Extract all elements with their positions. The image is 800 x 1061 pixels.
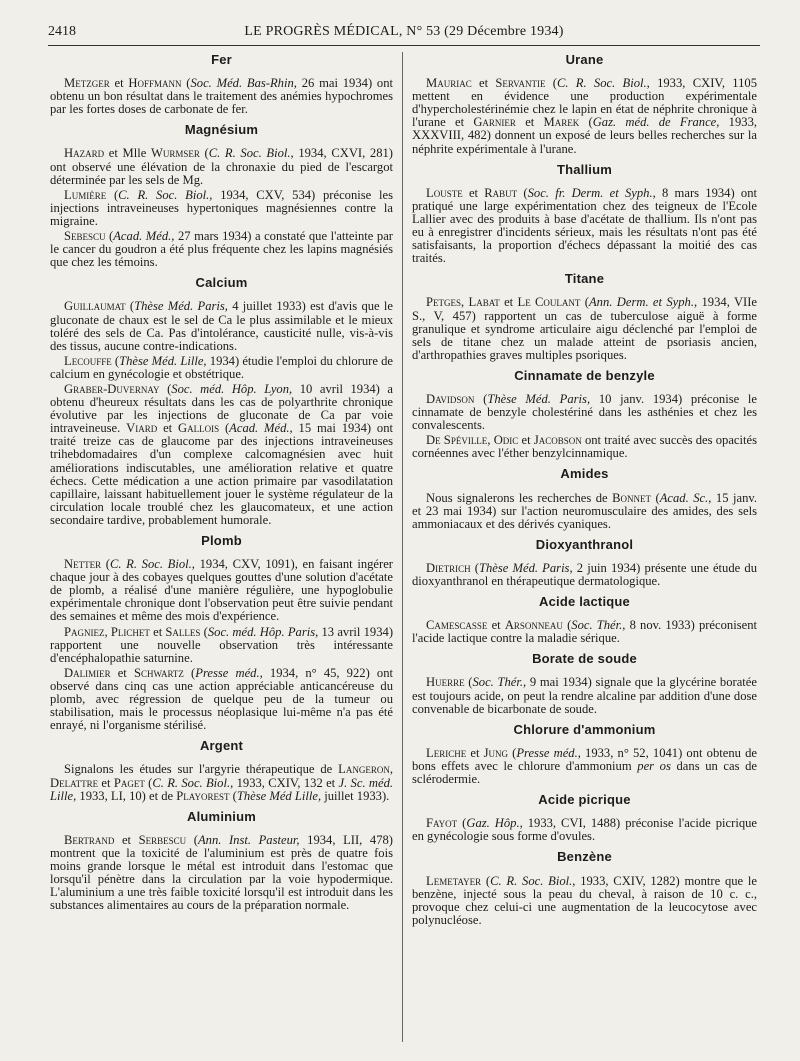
body-text: dans un cas de sclérodermie. [412, 758, 757, 787]
paragraph [412, 817, 757, 843]
body-text: et [110, 665, 134, 680]
section-heading: Magnésium [184, 122, 259, 138]
section-heading: Acide lactique [539, 594, 630, 610]
body-text: 8 mars 1934) ont pratiqué une large expérimentation chez des teigneux de l'Ecole Lallier avec des produits à base d'acétate de thallium. Ils n'ont pas eu à enregistrer d'incidents sérieux, mais les résultats n'ont pas été satisfaisants, la proportion d'échecs dépassant la moitié des cas traités. [412, 185, 757, 266]
citation-source: Acad. Sc., [659, 490, 712, 505]
left-column [50, 53, 393, 914]
body-text: ( [580, 295, 589, 310]
body-text: ( [508, 745, 517, 760]
paragraph [412, 875, 757, 927]
citation-source: Thèse Méd Lille, [236, 788, 322, 803]
citation-source: Ann. Inst. Pasteur, [197, 832, 300, 847]
body-text: et [109, 76, 129, 91]
author-name: Jacobson [533, 433, 582, 448]
body-text: 26 mai 1934) ont obtenu un bon résultat dans le traitement des anémies hypochromes par les fortes doses de carbonate de fer. [50, 76, 394, 117]
body-text: ( [159, 381, 172, 396]
section-heading: Aluminium [187, 808, 256, 824]
paragraph [412, 77, 757, 156]
body-text: 4 juillet 1933) est d'avis que le gluconate de chaux est le sel de Ca le plus assimilable et le mieux toléré des sels de Ca. Pas d'intolérance, causticité nulle, vis-à-vis des tissus, aucune contre-indications. [50, 299, 393, 353]
author-name: Gallois [178, 421, 220, 436]
citation-source: Ann. Derm. et Syph., [588, 295, 698, 310]
citation-source: Thèse Méd. Paris, [487, 391, 591, 406]
body-text: ( [105, 229, 114, 244]
author-name: Serbescu [138, 832, 187, 847]
author-name: Jung [483, 745, 508, 760]
author-name: Servantie [495, 76, 546, 91]
section-heading: Benzène [557, 849, 612, 865]
citation-source: Acad. Méd., [113, 229, 175, 244]
citation-source: Presse méd., [516, 745, 581, 760]
section-heading: Acide picrique [538, 792, 631, 808]
author-name: Marek [543, 115, 580, 130]
paragraph [50, 667, 393, 732]
body-text: ( [106, 187, 119, 202]
author-name: Pagniez [64, 624, 105, 639]
body-text: et [499, 295, 518, 310]
running-title: LE PROGRÈS MÉDICAL, N° 53 (29 Décembre 1934) [244, 24, 564, 39]
citation-source: Soc. méd. Hôp. Paris, [207, 624, 319, 639]
body-text: ( [181, 76, 191, 91]
paragraph [50, 626, 393, 665]
citation-source: Thèse Méd. Paris, [134, 299, 228, 314]
author-name: Sebescu [64, 229, 106, 244]
body-text: ( [183, 665, 196, 680]
paragraph [412, 187, 757, 266]
author-name: Garnier [473, 115, 516, 130]
author-name: Hoffmann [128, 76, 182, 91]
author-name: Plichet [110, 624, 150, 639]
body-text: ont traité avec succès des opacités cornéennes avec l'éther benzylcinnamique. [412, 433, 757, 461]
author-name: Petges [426, 295, 462, 310]
citation-source: Soc. Méd. Bas-Rhin, [190, 76, 297, 91]
section-heading: Chlorure d'ammonium [513, 721, 656, 737]
author-name: Dalimier [64, 665, 111, 680]
section-heading: Thallium [556, 161, 613, 177]
paragraph [50, 189, 393, 228]
citation-source: C. R. Soc. Biol., [109, 557, 195, 572]
author-name: Langeron [338, 762, 390, 777]
author-name: Lecouffe [64, 353, 112, 368]
author-name: Rabut [484, 185, 518, 200]
citation-source: J. Sc. méd. Lille, [50, 775, 394, 803]
body-text: 1934, VIIe S., V, 457) rapportent un cas de tuberculose aiguë à forme granulique et syndrome articulaire aigu déclenché par l'emploi de sels de titane chez un malade atteint de psoriasis ancien, d'arthropathies graves multiples psoriques. [412, 295, 758, 362]
body-text: ( [464, 675, 473, 690]
author-name: Fayot [426, 816, 458, 831]
section-heading: Cinnamate de benzyle [514, 367, 655, 383]
paragraph [50, 147, 393, 186]
paragraph [50, 763, 393, 802]
body-text: et [114, 832, 139, 847]
body-text: Signalons les études sur l'argyrie thérapeutique de [64, 762, 339, 777]
paragraph [412, 393, 757, 432]
author-name: Graber-Duvernay [64, 381, 160, 396]
body-text: et [149, 624, 166, 639]
paragraph [50, 300, 393, 352]
section-heading: Borate de soude [532, 651, 637, 667]
body-text: ( [144, 775, 153, 790]
body-text: , [487, 433, 494, 448]
citation-source: C. R. Soc. Biol., [490, 873, 576, 888]
body-text: et [487, 618, 505, 633]
paragraph [50, 558, 393, 623]
body-text: juillet 1933). [321, 788, 390, 803]
body-text: , [389, 762, 393, 777]
body-text: et [515, 115, 544, 130]
citation-source: C. R. Soc. Biol., [208, 146, 294, 161]
citation-source: Soc. Thér., [472, 675, 527, 690]
body-text: et Mlle [104, 146, 151, 161]
author-name: Le Coulant [517, 295, 581, 310]
paragraph [50, 355, 393, 381]
author-name: Playorest [176, 788, 230, 803]
citation-source: Soc. Thér., [571, 618, 626, 633]
paragraph [50, 383, 393, 527]
body-text: 13 avril 1934) rapportent une nouvelle observation très intéressante d'encéphalopathie saturnine. [50, 624, 394, 665]
citation-source: C. R. Soc. Biol., [152, 775, 234, 790]
body-text: et [471, 76, 496, 91]
body-text: ( [470, 560, 479, 575]
body-text: ( [474, 391, 488, 406]
author-name: Lumière [64, 187, 107, 202]
body-text: 1933, CXIV, 1282) montre que le benzène, injecté sous la peau du cheval, à raison de 10 c. c., provoque chez celui-ci une augmentation de la leucocytose avec polynucléose. [412, 873, 757, 927]
author-name: Davidson [426, 391, 475, 406]
author-name: Bertrand [64, 832, 115, 847]
author-name: Metzger [64, 76, 110, 91]
section-heading: Amides [560, 466, 609, 482]
citation-source: Soc. fr. Derm. et Syph., [527, 185, 656, 200]
author-name: Labat [468, 295, 500, 310]
citation-source: per os [637, 758, 671, 773]
citation-source: Gaz. Hôp., [466, 816, 523, 831]
body-text: 1933, CVI, 1488) préconise l'acide picrique en gynécologie sous forme d'ovules. [412, 816, 758, 844]
citation-source: Gaz. méd. de France, [592, 115, 720, 130]
author-name: Guillaumat [64, 299, 126, 314]
body-text: 15 janv. et 23 mai 1934) sur l'action neuromusculaire des amides, des sels ammoniacaux et des dérivés cyaniques. [412, 490, 758, 531]
body-text: et [157, 421, 179, 436]
body-text: ( [457, 816, 467, 831]
author-name: Odic [493, 433, 519, 448]
citation-source: C. R. Soc. Biol., [556, 76, 650, 91]
body-text: ( [219, 421, 230, 436]
body-text: et [466, 745, 484, 760]
body-text: 27 mars 1934) a constaté que l'atteinte par le cancer du goudron a été plus fréquente chez les lapins magnésiés que chez les témoins. [50, 229, 393, 270]
author-name: Salles [165, 624, 201, 639]
paragraph [50, 77, 393, 116]
section-heading: Urane [565, 52, 604, 67]
body-text: et [518, 433, 534, 448]
body-text: 1933, CXIV, 132 et [233, 775, 339, 790]
author-name: Bonnet [612, 490, 652, 505]
paragraph [412, 562, 757, 588]
paragraph [412, 747, 757, 786]
body-text: et [98, 775, 114, 790]
body-text: 1933, XXXVIII, 482) donnent un exposé de leurs belles recherches sur la néphrite expérimentale à l'urane. [412, 115, 758, 156]
body-text: 2 juin 1934) présente une étude du dioxyanthranol en thérapeutique dermatologique. [412, 560, 757, 588]
body-text: 1934, CXVI, 281) ont observé une élévation de la chronaxie du pied de l'escargot déterminée par les sels de Mg. [50, 146, 393, 187]
author-name: Schwartz [133, 665, 184, 680]
author-name: Dietrich [426, 560, 471, 575]
paragraph [412, 296, 757, 361]
body-text: 15 mai 1934) ont traité treize cas de glaucome par des injections intraveineuses trihebdomadaires d'un complexe calcomagnésien avec huit améliorations indiscutables, une amélioration relative et quatre échecs. Cette médication a une action primaire par vasodilatation capillaire, laissant habituellement jouer le système régulateur de la circulation locale troublé chez les glaucomateux, et une action secondaire tardive, probablement humorale. [50, 421, 394, 527]
body-text: ( [579, 115, 593, 130]
author-name: Hazard [64, 146, 105, 161]
body-text: 10 avril 1934) a obtenu d'heureux résultats dans les cas de polyarthrite chronique évolutive par les injections de gluconate de Ca par voie intraveineuse. [50, 381, 393, 436]
body-text: 10 janv. 1934) préconise le cinnamate de benzyle cholestériné dans les asthénies et chez les convalescents. [412, 391, 757, 433]
body-text: 1934, CXV, 1091), en faisant ingérer chaque jour à des cobayes quelques gouttes d'une solution d'acétate de plomb, a réalisé d'une manière régulière, une hypoglobulie expérimentale chronique dont l'observation peut être suivie pendant des semaines et même des mois d'expérience. [50, 557, 393, 624]
page-number: 2418 [48, 24, 76, 39]
body-text: 1934) étudie l'emploi du chlorure de calcium en gynécologie et obstétrique. [50, 353, 393, 381]
citation-source: Soc. méd. Hôp. Lyon, [171, 381, 293, 396]
citation-source: C. R. Soc. Biol., [118, 187, 213, 202]
author-name: Wurmser [150, 146, 200, 161]
body-text: ( [545, 76, 557, 91]
author-name: Camescasse [426, 618, 488, 633]
body-text: , [104, 624, 111, 639]
body-text: ( [562, 618, 572, 633]
body-text: ( [651, 490, 660, 505]
paragraph [412, 492, 757, 531]
author-name: Netter [64, 557, 102, 572]
author-name: Delattre [50, 775, 99, 790]
author-name: Viard [126, 421, 158, 436]
body-text: 1933, CXIV, 1105 mettent en évidence une production expérimentale d'hypercholestérinémie chez le lapin en état de néphrite chronique à l'urane et [412, 76, 758, 130]
citation-source: Presse méd., [195, 665, 263, 680]
section-heading: Plomb [201, 533, 242, 548]
right-column [412, 53, 757, 929]
body-text: 1933, n° 52, 1041) ont obtenu de bons effets avec le chlorure d'ammonium [412, 745, 757, 773]
author-name: Mauriac [426, 76, 472, 91]
author-name: Arsonneau [504, 618, 563, 633]
body-text: ( [200, 624, 208, 639]
body-text: ( [481, 873, 491, 888]
author-name: De Spéville [426, 433, 488, 448]
column-divider [402, 52, 403, 1042]
body-text: 8 nov. 1933) préconisent l'acide lactique contre la maladie sérique. [412, 618, 757, 646]
body-text: , [461, 295, 469, 310]
body-text: ( [125, 299, 135, 314]
running-header [48, 24, 760, 44]
body-text: ( [111, 353, 120, 368]
body-text: 1933, LI, 10) et de [76, 788, 177, 803]
header-rule [48, 45, 760, 46]
body-text: 1934, CXV, 534) préconise les injections intraveineuses hypertoniques magnésiennes contre la migraine. [50, 187, 393, 228]
body-text: 1934, n° 45, 922) ont observé dans cinq cas une action appréciable anticancéreuse du plomb, avec régression de quelque peu de la tumeur ou stabilisation, mais le processus néoplasique lui-même n'a pas été enrayé, ni l'organisme stérilisé. [50, 665, 393, 733]
section-heading: Argent [199, 738, 244, 754]
author-name: Paget [113, 775, 145, 790]
body-text: ( [199, 146, 209, 161]
paragraph [412, 619, 757, 645]
body-text: ( [229, 788, 237, 803]
body-text: Nous signalerons les recherches de [426, 490, 613, 505]
paragraph [412, 676, 757, 715]
section-heading: Calcium [195, 275, 248, 291]
paragraph [412, 434, 757, 460]
citation-source: Thèse Méd. Lille, [119, 353, 207, 368]
author-name: Huerre [426, 675, 465, 690]
citation-source: Thèse Méd. Paris, [478, 560, 573, 575]
body-text: ( [186, 832, 198, 847]
section-heading: Titane [564, 271, 605, 287]
section-heading: Fer [211, 52, 232, 67]
author-name: Lemetayer [426, 873, 482, 888]
body-text: ( [101, 557, 110, 572]
body-text: 9 mai 1934) signale que la glycérine boratée est toujours acide, on peut la rendre alcaline par addition d'une dose convenable de bicarbonate de soude. [412, 675, 757, 716]
body-text: et [462, 185, 485, 200]
body-text: ( [517, 185, 528, 200]
body-text: 1934, LII, 478) montrent que la toxicité de l'aluminium est près de quatre fois moins grande lorsque le métal est introduit dans l'estomac que lorsqu'il pénètre dans la circulation par la voie hypodermique. L'aluminium a une très faible toxicité lorsqu'il est introduit dans les substances alimentaires au cours de la préparation normale. [50, 832, 393, 913]
author-name: Louste [426, 185, 463, 200]
section-heading: Dioxyanthranol [535, 536, 634, 552]
paragraph [50, 834, 393, 913]
paragraph [50, 230, 393, 269]
citation-source: Acad. Méd., [229, 421, 293, 436]
author-name: Leriche [426, 745, 467, 760]
